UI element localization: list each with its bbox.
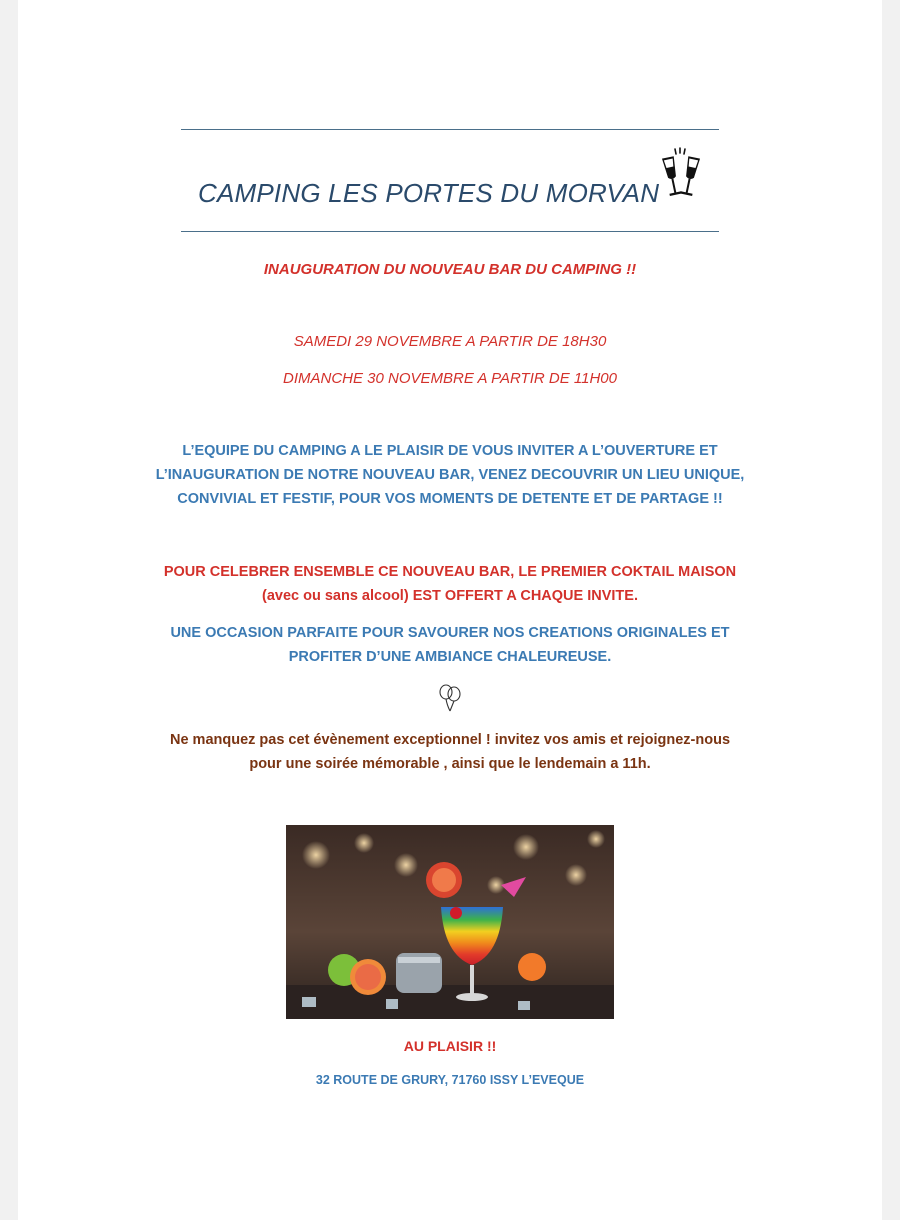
- top-rule: [181, 129, 719, 130]
- signoff: AU PLAISIR !!: [403, 1038, 497, 1054]
- occasion-line-2: PROFITER D’UNE AMBIANCE CHALEUREUSE.: [288, 649, 612, 665]
- cocktail-photo: [286, 825, 614, 1019]
- offer-line-2: (avec ou sans alcool) EST OFFERT A CHAQUE INVITE.: [262, 588, 638, 604]
- date-sunday: DIMANCHE 30 NOVEMBRE A PARTIR DE 11H00: [283, 370, 617, 387]
- headline: INAUGURATION DU NOUVEAU BAR DU CAMPING !!: [263, 261, 637, 278]
- address: 32 ROUTE DE GRURY, 71760 ISSY L’EVEQUE: [315, 1073, 585, 1087]
- date-saturday: SAMEDI 29 NOVEMBRE A PARTIR DE 18H30: [293, 333, 607, 350]
- closing-line-1: Ne manquez pas cet évènement exceptionnel ! invitez vos amis et rejoignez-nous: [169, 732, 731, 748]
- offer-line-1: POUR CELEBRER ENSEMBLE CE NOUVEAU BAR, LE PREMIER COKTAIL MAISON: [163, 564, 737, 580]
- invitation-line-3: CONVIVIAL ET FESTIF, POUR VOS MOMENTS DE DETENTE ET DE PARTAGE !!: [177, 491, 723, 507]
- page-title: CAMPING LES PORTES DU MORVAN: [198, 178, 660, 208]
- bottom-rule: [181, 231, 719, 232]
- occasion-line-1: UNE OCCASION PARFAITE POUR SAVOURER NOS CREATIONS ORIGINALES ET: [170, 625, 730, 641]
- champagne-toast-icon: [660, 147, 702, 205]
- closing-line-2: pour une soirée mémorable , ainsi que le lendemain a 11h.: [249, 756, 651, 772]
- balloons-icon: [436, 683, 464, 713]
- title-row: [0, 145, 900, 215]
- invitation-line-1: L’EQUIPE DU CAMPING A LE PLAISIR DE VOUS INVITER A L’OUVERTURE ET: [182, 443, 718, 459]
- invitation-line-2: L’INAUGURATION DE NOTRE NOUVEAU BAR, VENEZ DECOUVRIR UN LIEU UNIQUE,: [155, 467, 745, 483]
